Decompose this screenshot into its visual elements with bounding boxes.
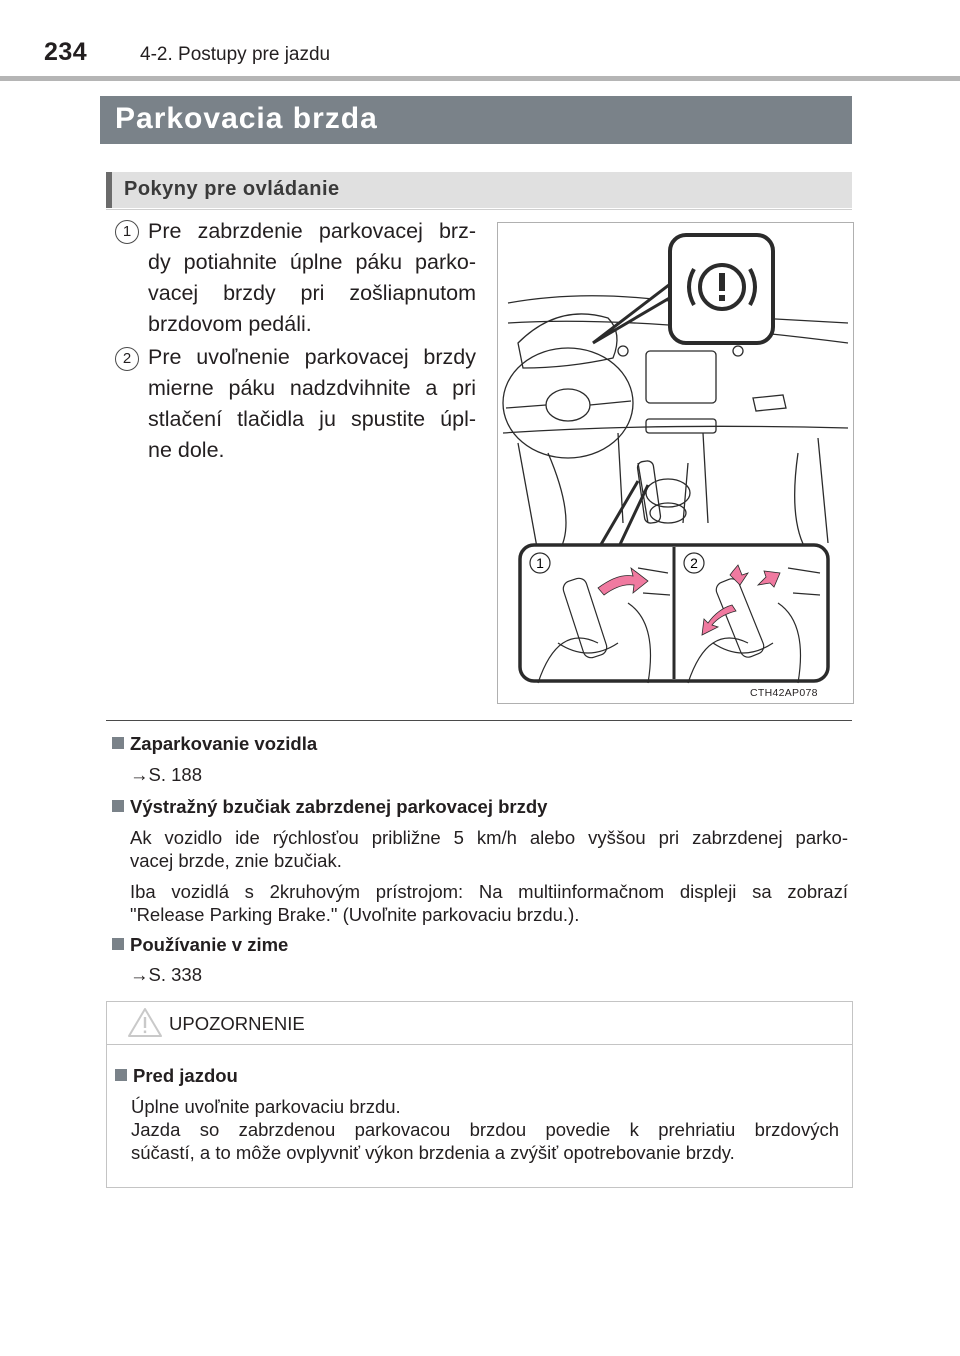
section-rule — [106, 720, 852, 721]
parking-brake-illustration — [498, 223, 853, 703]
caution-line: súčastí, a to môže ovplyvniť výkon brzdenia a zvýšiť opotrebovanie brzdy. — [131, 1142, 735, 1163]
subheading-accent — [106, 172, 112, 208]
note-line: Iba vozidlá s 2kruhovým prístrojom: Na multiinformačnom displeji sa zobrazí — [130, 881, 848, 902]
note-reference[interactable]: →S. 338 — [130, 964, 202, 985]
title-bar — [100, 96, 852, 144]
note-heading-text: Používanie v zime — [130, 934, 289, 955]
caution-divider — [107, 1044, 852, 1045]
note-heading — [112, 934, 288, 956]
parking-brake-figure — [497, 222, 854, 704]
step-2-number: 2 — [115, 347, 139, 371]
subheading-bar — [106, 172, 852, 208]
figure-callout-2: 2 — [690, 555, 698, 571]
caution-body — [131, 1095, 839, 1164]
note-paragraph — [130, 826, 848, 872]
note-heading-text: Zaparkovanie vozidla — [130, 733, 318, 754]
step-1-line: dy potiahnite úplne páku parko- — [148, 250, 476, 274]
subheading-rule — [106, 209, 852, 210]
step-2-line: ne dole. — [148, 438, 225, 462]
note-line: Ak vozidlo ide rýchlosťou približne 5 km/h alebo vyššou pri zabrzdenej parko- — [130, 827, 848, 848]
caution-heading-text: Pred jazdou — [133, 1065, 238, 1086]
header-rule — [0, 76, 960, 81]
note-line: vacej brzde, znie bzučiak. — [130, 850, 342, 871]
caution-line: Úplne uvoľnite parkovaciu brzdu. — [131, 1096, 401, 1117]
caution-title: UPOZORNENIE — [169, 1013, 305, 1034]
figure-callout-1: 1 — [536, 555, 544, 571]
bullet-square-icon — [115, 1069, 127, 1081]
step-2-line: stlačení tlačidla ju spustite úpl- — [148, 407, 476, 431]
step-2-text — [148, 342, 476, 466]
step-2-line: mierne páku nadzdvihnite a pri — [148, 376, 476, 400]
page-number: 234 — [44, 38, 88, 66]
figure-code: CTH42AP078 — [750, 687, 818, 699]
note-heading — [112, 733, 317, 755]
page-title: Parkovacia brzda — [115, 102, 378, 135]
running-head: 4-2. Postupy pre jazdu — [140, 44, 331, 65]
step-1-line: Pre zabrzdenie parkovacej brz- — [148, 219, 476, 243]
step-1-number: 1 — [115, 220, 139, 244]
caution-box — [106, 1001, 853, 1188]
note-paragraph — [130, 880, 848, 926]
caution-line: Jazda so zabrzdenou parkovacou brzdou povedie k prehriatiu brzdových — [131, 1119, 839, 1140]
bullet-square-icon — [112, 737, 124, 749]
warning-triangle-icon — [127, 1006, 163, 1038]
bullet-square-icon — [112, 800, 124, 812]
step-1-line: vacej brzdy pri zošliapnutom — [148, 281, 476, 305]
note-heading-text: Výstražný bzučiak zabrzdenej parkovacej brzdy — [130, 796, 548, 817]
note-reference[interactable]: →S. 188 — [130, 764, 202, 785]
step-1-line: brzdovom pedáli. — [148, 312, 312, 336]
caution-heading — [115, 1065, 238, 1087]
note-line: "Release Parking Brake." (Uvoľnite parkovaciu brzdu.). — [130, 904, 580, 925]
note-heading — [112, 796, 547, 818]
subheading: Pokyny pre ovládanie — [124, 178, 340, 200]
bullet-square-icon — [112, 938, 124, 950]
step-1-text — [148, 216, 476, 340]
step-2-line: Pre uvoľnenie parkovacej brzdy — [148, 345, 476, 369]
